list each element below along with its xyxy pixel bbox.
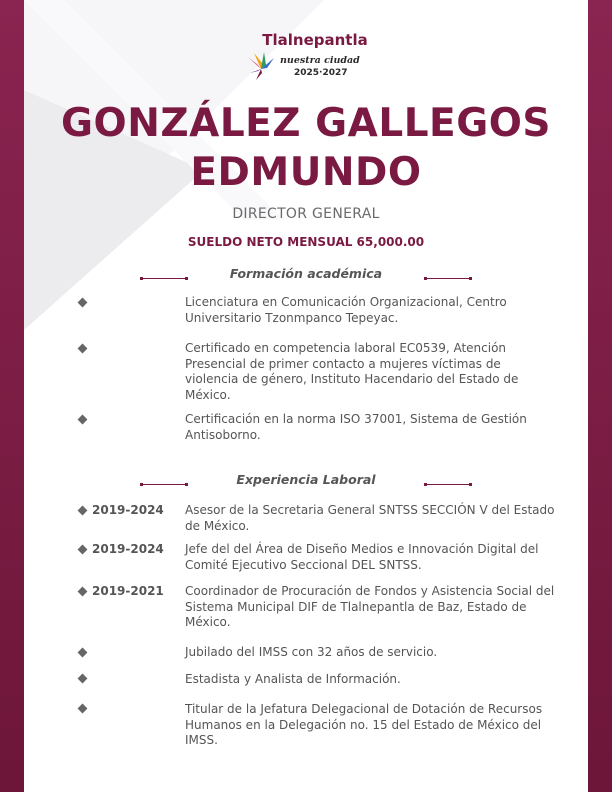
section-heading-experiencia: Experiencia Laboral <box>236 472 376 487</box>
section-heading-formacion: Formación académica <box>229 266 383 281</box>
logo-title: Tlalnepantla <box>262 31 368 49</box>
name-line-2: EDMUNDO <box>190 150 422 195</box>
experience-years: 2019-2024 <box>92 542 164 556</box>
right-border <box>588 0 612 792</box>
experience-item: Asesor de la Secretaria General SNTSS SECCIÓN V del Estado de México. <box>185 503 555 533</box>
logo-years: 2025·2027 <box>294 68 348 78</box>
monthly-salary: SUELDO NETO MENSUAL 65,000.00 <box>187 235 425 249</box>
education-item: Certificado en competencia laboral EC0539, Atención Presencial de primer contacto a mujeres víctimas de violencia de género, Instituto Hacendario del Estado de México. <box>185 341 519 402</box>
experience-years: 2019-2024 <box>92 503 164 517</box>
hummingbird-icon <box>244 49 278 83</box>
document-page <box>24 0 588 792</box>
experience-years: 2019-2021 <box>92 584 164 598</box>
section-divider-right <box>424 278 472 279</box>
experience-item: Coordinador de Procuración de Fondos y Asistencia Social del Sistema Municipal DIF de Tlalnepantla de Baz, Estado de México. <box>185 584 555 629</box>
experience-item: Titular de la Jefatura Delegacional de Dotación de Recursos Humanos en la Delegación no. 15 del Estado de México del IMSS. <box>185 702 543 747</box>
experience-item: Jefe del del Área de Diseño Medios e Innovación Digital del Comité Ejecutivo Seccional DEL SNTSS. <box>185 542 539 572</box>
logo-subtitle: nuestra ciudad <box>280 55 360 66</box>
section-divider-right <box>424 484 472 485</box>
name-line-1: GONZÁLEZ GALLEGOS <box>61 101 551 146</box>
tlalnepantla-logo <box>244 31 394 91</box>
experience-item: Jubilado del IMSS con 32 años de servicio. <box>185 645 438 659</box>
education-item: Licenciatura en Comunicación Organizacional, Centro Universitario Tzonmpanco Tepeyac. <box>185 295 507 325</box>
education-item: Certificación en la norma ISO 37001, Sistema de Gestión Antisoborno. <box>185 412 527 442</box>
experience-item: Estadista y Analista de Información. <box>185 672 401 686</box>
position-title: DIRECTOR GENERAL <box>232 206 380 222</box>
left-border <box>0 0 24 792</box>
